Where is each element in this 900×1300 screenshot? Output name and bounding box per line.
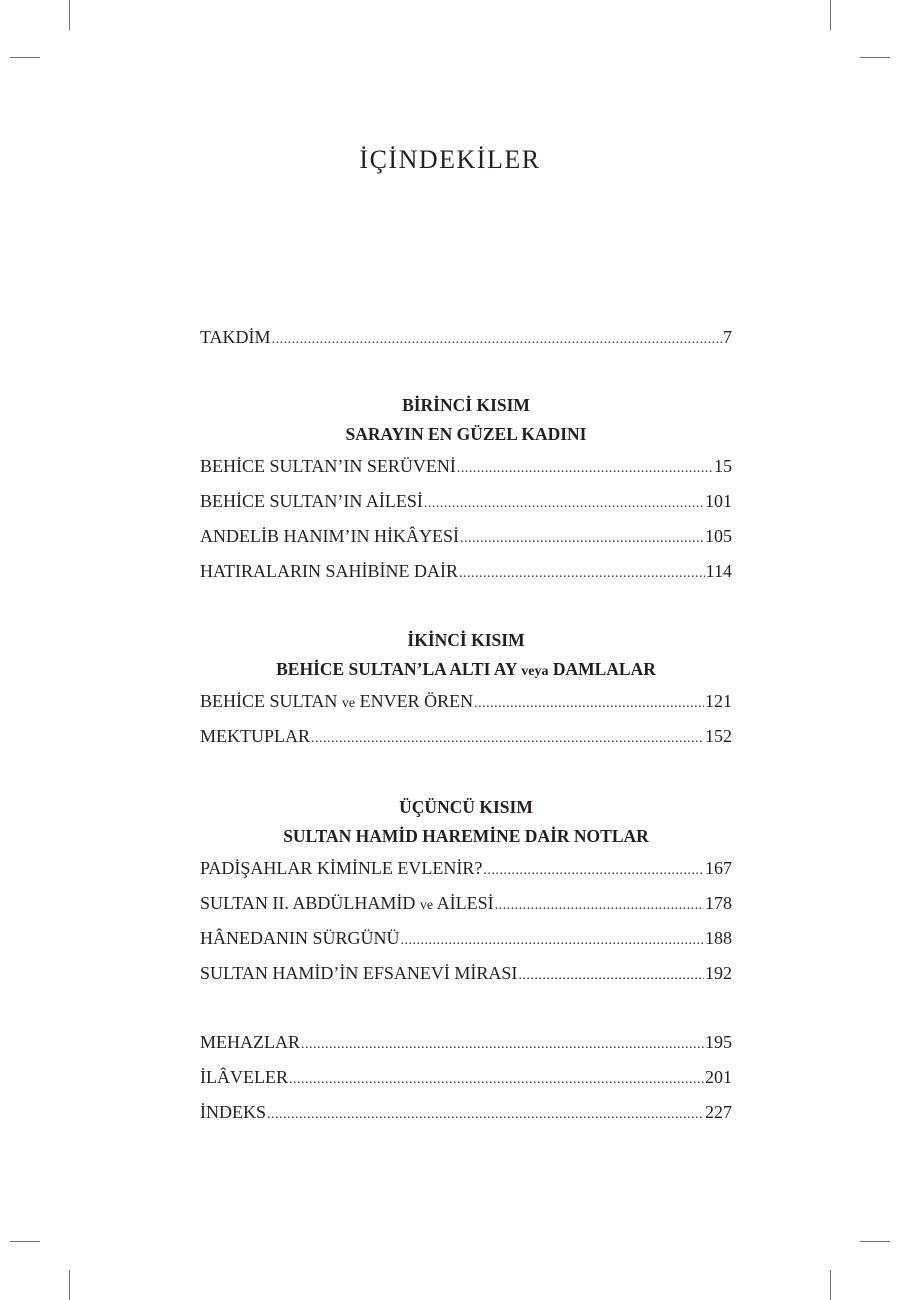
toc-entry-title-connector: ve bbox=[341, 696, 356, 711]
dot-leader bbox=[459, 556, 705, 591]
dot-leader bbox=[495, 888, 704, 923]
toc-entry[interactable] bbox=[200, 684, 732, 719]
dot-leader bbox=[518, 958, 704, 993]
crop-mark-right-top bbox=[860, 57, 890, 58]
toc-entry[interactable] bbox=[200, 1060, 732, 1095]
dot-leader bbox=[311, 721, 704, 756]
section-subtitle: SULTAN HAMİD HAREMİNE DAİR NOTLAR bbox=[283, 826, 649, 846]
toc-entry-title bbox=[200, 684, 473, 721]
toc-entry-title-c: ENVER ÖREN bbox=[359, 691, 474, 711]
toc-entry[interactable] bbox=[200, 519, 732, 554]
dot-leader bbox=[401, 923, 705, 958]
toc-entry-title bbox=[200, 886, 494, 923]
crop-mark-top-left bbox=[69, 0, 70, 30]
toc-section-2 bbox=[200, 626, 732, 754]
toc-entry[interactable] bbox=[200, 921, 732, 956]
toc-entry-page: 15 bbox=[714, 456, 732, 476]
toc-entry-page: 105 bbox=[705, 526, 732, 546]
section-subtitle-a: BEHİCE SULTAN’LA ALTI AY bbox=[276, 659, 517, 679]
toc-entry-title: BEHİCE SULTAN’IN AİLESİ bbox=[200, 491, 423, 511]
toc-entry-page: 192 bbox=[705, 963, 732, 983]
crop-mark-left-top bbox=[10, 57, 40, 58]
toc-entry[interactable] bbox=[200, 956, 732, 991]
toc-intro bbox=[200, 320, 732, 355]
dot-leader bbox=[457, 451, 713, 486]
toc-entry-title: BEHİCE SULTAN’IN SERÜVENİ bbox=[200, 456, 456, 476]
toc-entry-title-a: SULTAN II. ABDÜLHAMİD bbox=[200, 893, 416, 913]
toc-entry-takdim[interactable] bbox=[200, 320, 732, 355]
toc-entry-title: MEKTUPLAR bbox=[200, 726, 311, 746]
section-part-label: ÜÇÜNCÜ KISIM bbox=[399, 797, 533, 817]
toc-entry-title: HÂNEDANIN SÜRGÜNÜ bbox=[200, 928, 400, 948]
toc-entry-title: TAKDİM bbox=[200, 327, 271, 347]
toc-entry-page: 195 bbox=[705, 1032, 732, 1052]
toc-entry-page: 114 bbox=[705, 561, 732, 581]
toc-entry-page: 178 bbox=[705, 893, 732, 913]
crop-mark-bottom-left bbox=[69, 1270, 70, 1300]
toc-section-3 bbox=[200, 793, 732, 991]
toc-entry[interactable] bbox=[200, 886, 732, 921]
toc-entry-page: 227 bbox=[705, 1102, 732, 1122]
dot-leader bbox=[289, 1062, 704, 1097]
crop-mark-top-right bbox=[830, 0, 831, 30]
toc-entry-title: PADİŞAHLAR KİMİNLE EVLENİR? bbox=[200, 858, 483, 878]
toc-entry-title: SULTAN HAMİD’İN EFSANEVİ MİRASI bbox=[200, 963, 518, 983]
dot-leader bbox=[460, 521, 704, 556]
toc-entry-title: İNDEKS bbox=[200, 1102, 266, 1122]
dot-leader bbox=[267, 1097, 704, 1132]
toc-entry[interactable] bbox=[200, 1025, 732, 1060]
toc-entry[interactable] bbox=[200, 484, 732, 519]
toc-entry-page: 7 bbox=[723, 327, 732, 347]
toc-entry-title: İLÂVELER bbox=[200, 1067, 288, 1087]
toc-entry-page: 167 bbox=[705, 858, 732, 878]
dot-leader bbox=[301, 1027, 704, 1062]
page-title: İÇİNDEKİLER bbox=[359, 145, 541, 174]
crop-mark-left-bottom bbox=[10, 1241, 40, 1242]
toc-entry-title: MEHAZLAR bbox=[200, 1032, 300, 1052]
section-subtitle: SARAYIN EN GÜZEL KADINI bbox=[345, 424, 587, 444]
toc-entry-page: 121 bbox=[705, 691, 732, 711]
crop-mark-bottom-right bbox=[830, 1270, 831, 1300]
toc-entry[interactable] bbox=[200, 719, 732, 754]
toc-entry-title: HATIRALARIN SAHİBİNE DAİR bbox=[200, 561, 458, 581]
toc-entry[interactable] bbox=[200, 554, 732, 589]
section-subtitle bbox=[200, 655, 732, 684]
section-subtitle-c: DAMLALAR bbox=[552, 659, 656, 679]
section-part-label: BİRİNCİ KISIM bbox=[402, 395, 530, 415]
dot-leader bbox=[483, 853, 704, 888]
toc-entry-page: 188 bbox=[705, 928, 732, 948]
toc-entry[interactable] bbox=[200, 851, 732, 886]
toc-entry-title: ANDELİB HANIM’IN HİKÂYESİ bbox=[200, 526, 459, 546]
toc-entry-page: 201 bbox=[705, 1067, 732, 1087]
toc-section-1 bbox=[200, 391, 732, 589]
toc-entry[interactable] bbox=[200, 449, 732, 484]
toc-entry-title-connector: ve bbox=[419, 898, 434, 913]
toc-entry[interactable] bbox=[200, 1095, 732, 1130]
section-part-label: İKİNCİ KISIM bbox=[407, 630, 525, 650]
dot-leader bbox=[474, 686, 704, 721]
dot-leader bbox=[272, 322, 722, 357]
section-subtitle-connector: veya bbox=[521, 664, 549, 679]
toc-back-matter bbox=[200, 1025, 732, 1130]
toc-entry-page: 152 bbox=[705, 726, 732, 746]
toc-entry-page: 101 bbox=[705, 491, 732, 511]
toc-entry-title-a: BEHİCE SULTAN bbox=[200, 691, 338, 711]
toc-entry-title-c: AİLESİ bbox=[436, 893, 494, 913]
crop-mark-right-bottom bbox=[860, 1241, 890, 1242]
dot-leader bbox=[424, 486, 704, 521]
